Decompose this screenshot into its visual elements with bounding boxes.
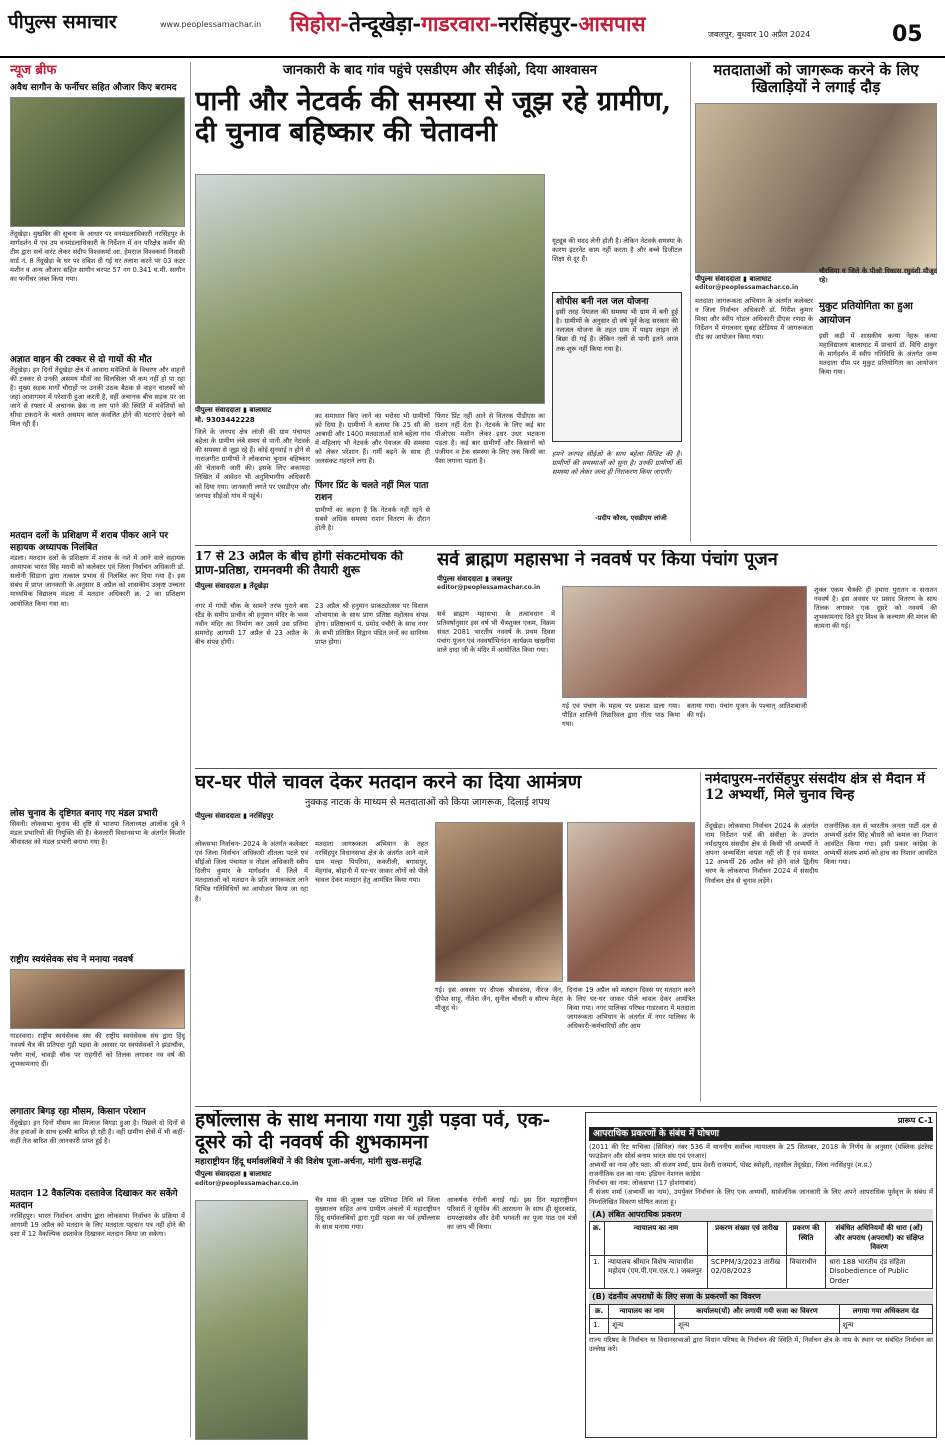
section-title: सिहोरा-तेन्दूखेड़ा-गाडरवारा-नरसिंहपुर-आसपास [290,11,646,36]
rice-byline: पीपुल्स संवाददाता ▮ नरसिंहपुर [195,811,274,820]
column-divider [690,62,691,542]
gudi-email[interactable]: editor@peoplessamachar.co.in [195,1179,299,1187]
gudi-byline: पीपुल्स संवाददाता ▮ बालाघाट [195,1170,272,1179]
criminal-record-notice [585,1112,937,1438]
brahmin-text-4: शुक्ल एकम चैत्रकी ही हमारा पुरातन व सनातन नववर्ष है। इस अवसर पर प्रसाद वितरण के साथ तिलक लगाकर एक दूसरे को नववर्ष की शुभकामनाएं दिते हुए विश्व के कल्याण की मंगल की कामना की गई। [814,586,937,631]
yellow-rice-photo [567,822,695,982]
run-text-2: इसी कड़ी में शासकीय कन्या नेहरू कन्या महाविद्यालय बालाघाट में प्राचार्य डॉ. विधि ठाकुर के मार्गदर्शन में स्वीप गतिविधि के अंतर्गत जन्म मतदाता धीम पर मुकुट प्रतियोगिता का आयोजन किया गया। [819,332,937,377]
dateline: जबलपुर, बुधवार 10 अप्रैल 2024 [708,30,811,39]
table-row: 1. न्यायालय श्रीमान विशेष न्यायाधीश महोदय (एम.पी.एम.एल.ए.) जबलपुर SCPPM/3/2023 तारीख 02/08/2023 विचाराधीन धारा 188 भारतीय दंड संहिता Disobedience of Public Order [590,1255,933,1288]
seat-text-2: राजनीतिक दल से भारतीय जनता पार्टी दल से अभ्यर्थी दर्शन सिंह चौधरी को कमल का निशान आवंटित किया गया। इसी प्रकार कांग्रेस के अभ्यर्थी संजय शर्मा को हाथ का निशान आवंटित किया गया। [824,822,937,867]
table-header: लगाया गया अधिकतम दंड [839,1304,932,1318]
confiscated-furniture-photo [10,97,185,227]
horizontal-rule [195,545,937,546]
brief-title-7[interactable]: मतदान 12 वैकल्पिक दस्तावेज दिखाकर कर सकेंगे मतदान [10,1188,178,1211]
lead-headline[interactable]: पानी और नेटवर्क की समस्या से जूझ रहे ग्रामीण, दी चुनाव बहिष्कार की चेतावनी [195,85,672,148]
news-brief-column [10,62,185,1437]
brief-title-1[interactable]: अवैध सागौन के फर्नीचर सहित औजार किए बरामद [10,82,177,93]
gudi-headline[interactable]: हर्षोल्लास के साथ मनाया गया गुड़ी पड़वा पर्व, एक-दूसरे को दी नववर्ष की शुभकामना [195,1110,551,1153]
table-header: संबंधित अधिनियमों की धारा (ओं) और अपराध (अपराधों) का संक्षिप्त विवरण [826,1222,933,1255]
notice-title: आपराधिक प्रकरणों के संबंध में घोषणा [589,1127,933,1141]
notice-intro: (2011 की रिट याचिका (सिविल) नंबर 536 में माननीय सर्वोच्च न्यायालय के 25 सितम्बर, 2018 के निर्णय के अनुसार (पब्लिक इंटरेस्ट फाउंडेशन और सोर्स बनाम भारत संघ एवं एनआर) [589,1142,933,1161]
newspaper-logo[interactable]: पीपुल्स समाचार [8,11,117,33]
column-divider [190,62,191,1437]
lead-text-4: फिंगर प्रिंट नहीं आने से वितरक पीडीएस का राशन नहीं देता है। नेटवर्क के लिए कई बार पीओएस मशीन लेकर इधर उधर भटकना पड़ता है। कई बार ग्रामीणों और किसानों को पंजीयन व टेक समस्या के लिए तक किसी का पैसा लगाना पड़ता है। [435,412,545,466]
run-subhead: मुकुट प्रतियोगिता का हुआ आयोजन [819,301,913,326]
lead-text-5: यूट्यूब की मदद लेनी होती है। लेकिन नेटवर्क समस्या के कारण इंटरनेट काम नहीं करता है और बच्चे डिजीटल शिक्षा से दूर हैं। [552,237,682,264]
sdm-quote-by: -प्रदीप कौरव, एसडीएम लांजी [595,514,667,522]
brief-text-4: सिवनी। लोकसभा चुनाव की दृष्टि से भाजपा जिलाध्यक्ष आलोक दुबे ने मंडल प्रभारियों की नियुक्ति की है। केवलारी विधानसभा के अंतर्गत किशोर श्रीवास्तव को मंडल प्रभारी बनाया गया है। [10,820,185,847]
rice-text-4: दिनांक 19 अप्रैल को मतदान दिवस पर मतदान करने के लिए घर-घर जाकर पीले चावल देकर आमंत्रित किया गया। नगर पालिका परिषद गाडरवारा में मतदाता जागरूकता अभियान के अंतर्गत में नगर पालिका के अधिकारी-कर्मचारियों और आम [567,986,695,1031]
brief-title-5[interactable]: राष्ट्रीय स्वयंसेवक संघ ने मनाया नववर्ष [10,955,134,966]
gudi-photo [195,1200,308,1440]
brief-text-2: तेंदूखेड़ा। इन दिनों तेंदूखेड़ा क्षेत्र में आवारा मवेशियों के विचरण और वाहनों की टक्कर से उनकी असमय मौतों का सिलसिला भी कम नहीं हो पा रहा है। मुख्य सड़क मार्गों चौराहों पर उनकी उठक बैठक से वाहन चालकों को जहां आवागमन में परेशानी हुआ करती है, वहीं अचानक बीच सड़क पर आ जाने से रफ्तार में अचानक ब्रेक ना लग पाने की स्थिति में मवेशियों को सीधा टकराने के चलते असमय काल कवलित होने की घटनाएं देखने को मिल रही हैं। [10,365,185,429]
hanuman-text-1: नगर में गांधी चौक के सामने तरफ पुराने बस स्टैंड के समीप प्राचीन श्री हनुमान मंदिर के भव्य नवीन मंदिर का निर्माण कर उसमें उस प्रतिमा समारोह आगामी 17 अप्रैल से 23 अप्रैल के बीच संपन्न होगी। [195,602,308,647]
seat-headline[interactable]: नर्मदापुरम-नरसिंहपुर संसदीय क्षेत्र से मैदान में 12 अभ्यर्थी, मिले चुनाव चिन्ह [705,772,925,803]
brief-text-3: मंडला। मतदान दलों के प्रशिक्षण में शराब के नशे में आने वाले सहायक अध्यापक भारत सिंह मरावी को कलेक्टर एवं जिला निर्वाचन अधिकारी डॉ. सलोनी सिडाना द्वारा तत्काल प्रभाव से निलंबित कर दिया गया है। इस संबंध में प्राप्त जानकारी के अनुसार 8 अप्रैल को शासकीय उत्कृष्ट उच्चतर माध्यमिक विद्यालय मंडला में मतदान अधिकारी क्र. 2 का प्रशिक्षण आयोजित किया गया था। [10,554,185,608]
run-caption: चौरसिया व जिले के पीओ विकास रघुवंशी मौजूद रहे। [819,267,937,285]
villagers-photo [195,174,545,404]
brief-text-1: तेंदूखेड़ा। मुखबिर की सूचना के आधार पर वनमंडलाधिकारी नरसिंहपुर के मार्गदर्शन में एवं उप वनमंडलाधिकारी के निर्देशन में वन परिक्षेत्र कर्मन की टीम द्वारा सर्च वारंट लेकर संदीप विश्वकर्मा आ. हेमराज विश्वकर्मा निवासी वार्ड नं. 8 तेंदूखेड़ा के घर पर दबिश दी गई घर तलाश करने पर 03 कटर मशीन व अन्य औजार सहित सागौन चरपट 57 नग 0.341 घ.मी. सागौन का फर्नीचर जब्त किया गया। [10,229,185,284]
hanuman-headline[interactable]: 17 से 23 अप्रैल के बीच होगी संकटमोचक की प्राण-प्रतिष्ठा, रामनवमी की तैयारी शुरू [195,550,404,577]
lead-kicker: जानकारी के बाद गांव पहुंचे एसडीएम और सीईओ, दिया आश्वासन [283,63,597,78]
notice-declaration: मैं संजय शर्मा (अभ्यर्थी का नाम), उपर्युक्त निर्वाचन के लिए एक अभ्यर्थी, सार्वजनिक जानकारी के लिए अपने आपराधिक पूर्ववृत्त के संबंध में निम्नलिखित विवरण घोषित करता हूं। [589,1188,933,1206]
brief-text-5: गाडरवारा। राष्ट्रीय स्वयंसेवक संघ की राष्ट्रीय स्वयंसेवक संघ द्वारा हिंदू नववर्ष चैत्र की प्रतिपदा गुड़ी पड़वा के अवसर पर स्वयंसेवकों ने झंडाचौक, फ्लैग मार्च, चावड़ी चौक पर राहगीरों को तिलक लगाकर नव वर्ष की शुभकामनाएं दीं। [10,1032,185,1068]
rice-story [195,772,695,1102]
run-text: मतदाता जागरूकता अभियान के अंतर्गत कलेक्टर व जिला निर्वाचन अधिकारी डॉ. गिरीश कुमार मिश्रा और स्वीप नोडल अधिकारी डीएस रणदा के निर्देशन में मंगलवार सुबह स्टेडियम में जागरूकता दौड़ का आयोजन किया गया। [695,297,813,342]
run-photo [695,103,937,273]
hanuman-story [195,550,430,765]
notice-line-2: राजनीतिक दल का नाम: इंडियन नेशनल कांग्रेस [589,1170,701,1179]
notice-line-1: अभ्यर्थी का नाम और पता: श्री संजय शर्मा, ग्राम देवरी राजमार्ग, पोस्ट स्वोहरी, तहसील तेंदूखेड़ा, जिला नरसिंहपुर (म.प्र.) [589,1161,873,1170]
rice-text-1: लोकसभा निर्वाचन- 2024 के अंतर्गत कलेक्टर एवं जिला निर्वाचन अधिकारी शीतला पटले एवं सीईओ जिला पंचायत व नोडल अधिकारी स्वीप दिलीप कुमार के मार्गदर्शन में जिले में मतदाताओं को मतदान के प्रति जागरूकता लाने विभिन्न गतिविधियों का आयोजन किया जा रहा है। [195,840,308,903]
notice-line-3: निर्वाचन का नाम: लोकसभा (17 होशंगाबाद) [589,1179,697,1188]
seat-text-1: तेंदूखेड़ा। लोकसभा निर्वाचन 2024 के अंतर्गत नाम निर्देशन पत्रों की संवीक्षा के उपरांत नर्मदापुरम संसदीय क्षेत्र से किसी भी अभ्यर्थी ने अपना अभ्यर्थिता वापस नहीं ली है एवं समस्त 12 अभ्यर्थी 26 अप्रैल को होने वाले द्वितीय चरण के लोकसभा निर्वाचन 2024 में संसदीय निर्वाचन क्षेत्र से चुनाव लड़ेंगे। [705,822,818,885]
notice-section-a: (A) लंबित आपराधिक प्रकरण [589,1209,933,1222]
lead-story [195,62,685,542]
run-story [695,62,937,542]
convictions-table [589,1304,933,1334]
brief-title-3[interactable]: मतदान दलों के प्रशिक्षण में शराब पीकर आने पर सहायक अध्यापक निलंबित [10,530,169,553]
rss-tilak-photo [10,969,185,1029]
table-header: प्रकरण संख्या एवं तारीख [707,1222,786,1255]
table-header: प्रकरण की स्थिति [786,1222,826,1255]
table-row: 1. शून्य शून्य शून्य [590,1319,933,1333]
lead-subhead: फिंगर प्रिंट के चलते नहीं मिल पाता राशन [315,481,429,504]
horizontal-rule [195,768,937,769]
lead-text-1: जिले के जनपद क्षेत्र लांजी की ग्राम पंचायत बहेला के ग्रामीण लंबे समय से पानी और नेटवर्क की समस्या से जूझ रहे हैं। कोई सुनवाई न होने से नाराजगीत ग्रामीणों ने लोकसभा चुनाव बहिष्कार की चेतावनी जारी की। इसके लिए बकायदा लिखित में आवेदन भी अनुविभागीय अधिकारी को दिया गया। जानकारी लगते पर एसडीएम और जनपद सीईओ गांव में पहुंचे। [195,428,310,500]
brief-title-4[interactable]: लोस चुनाव के दृष्टिगत बनाए गए मंडल प्रभारी [10,809,158,820]
rice-text-3: गई। इस अवसर पर दीपक श्रीवास्तव, नीरज जैन, दीपेश साहू, नीतेश जैन, सुनील चौधरी व सौरभ मेहरा मौजूद थे। [435,986,563,1013]
seat-story [705,772,937,1102]
notice-footer: राज्य परिषद के निर्वाचन या विधानसभाओं द्वारा विधान परिषद के निर्वाचन की स्थिति में, निर्वाचन क्षेत्र के नाम के स्थान पर संबंधित निर्वाचन का उल्लेख करें। [589,1335,933,1353]
pending-cases-table [589,1221,933,1289]
table-header: न्यायालय का नाम [605,1222,708,1255]
lead-text-2: का समाधान किए जाने का भरोसा भी ग्रामीणों को दिया है। ग्रामीणों ने बताया कि 25 सौ की आबादी और 1400 मतदाताओं वाले बहेला गांव में महिलाएं भी नेटवर्क और पेयजल की समस्या को लेकर परेशान हैं। गर्मी बढ़ने के साथ ही जलसंकट गहराने लगा है। [315,412,430,466]
notice-form: प्रारूप C-1 [897,1116,933,1125]
lead-byline: पीपुल्स संवाददाता ▮ बालाघाट [195,406,272,414]
table-header: कार्यालय(यों) और लगायी गयी सजा का विवरण [675,1304,839,1318]
brahmin-byline: पीपुल्स संवाददाता ▮ जबलपुर [437,574,513,583]
brahmin-email[interactable]: editor@peoplessamachar.co.in [437,584,541,592]
run-byline: पीपुल्स संवाददाता ▮ बालाघाट [695,274,772,283]
water-box-title: शोपीस बनी नल जल योजना [556,297,649,307]
table-header: न्यायालय का नाम [609,1304,675,1318]
gudi-text-1: चैत्र मास की शुक्ल पक्ष प्रतिपदा तिथि को जिला मुख्यालय सहित अन्य ग्रामीण अंचलों में महाराष्ट्रीयन हिंदू धर्मावलंबियों द्वारा गुड़ी पड़वा का पर्व हर्षोल्लास के साथ मनाया गया। [315,1196,440,1232]
notice-section-b: (B) दंडनीय अपराधों के लिए सजा के प्रकरणों का विवरण [589,1291,933,1304]
news-brief-label: न्यूज ब्रीफ [10,63,57,78]
horizontal-rule [195,1106,937,1107]
nukkad-natak-photo [435,822,563,982]
brahmin-story [437,550,937,765]
masthead [0,0,945,58]
table-header: क्र. [590,1222,605,1255]
lead-phone: मो. 9303442228 [195,416,255,424]
gudi-text-2: आकर्षक रंगोली बनाई गई। इस दिन महाराष्ट्रीयन परिवारों ने सूर्यदेव की आराधना के साथ ही सुंदरकांड, रामरक्षास्तोत्र और देवी भगवती का पूजा पाठ एवं मंत्रों का जाप भी किया। [447,1196,577,1232]
website-link[interactable]: www.peoplessamachar.in [160,20,262,29]
rice-headline[interactable]: घर-घर पीले चावल देकर मतदान करने का दिया आमंत्रण [195,772,582,793]
hanuman-text-2: 23 अप्रैल श्री हनुमान प्राकट्योत्सव पर विशाल शोभायात्रा के साथ प्राण प्रतिष्ठा महोत्सव संपन्न होगा। प्रतिष्ठाचार्य पं. प्रमोद पचौरी के साथ नगर के सभी प्रतिष्ठित विद्वान पंडित जनों का सानिध्य प्राप्त होगा। [315,602,428,647]
column-divider [700,772,701,1102]
water-box-text: इसी तरह पेयजल की समस्या भी ग्राम में बनी हुई है। ग्रामीणों के अनुसार दो वर्ष पूर्व केन्द्र सरकार की नलजल योजना के तहत ग्राम में पाइप लाइन तो बिछा दी गई है। लेकिन नलों से पानी इतने आज तक शुरू नहीं किया गया है। [556,308,678,353]
water-scheme-box [552,292,682,442]
gudi-padwa-story [195,1110,580,1440]
hanuman-byline: पीपुल्स संवाददाता ▮ तेंदूखेड़ा [195,581,269,590]
gudi-subhead: महाराष्ट्रीयन हिंदू धर्मावलंबियों ने की विशेष पूजा-अर्चना, मांगी सुख-समृद्धि [195,1156,422,1167]
brief-title-6[interactable]: लगातार बिगड़ रहा मौसम, किसान परेशान [10,1107,146,1118]
lead-text-3: ग्रामीणों का कहना है कि नेटवर्क नहीं रहने से सबसे अधिक समस्या राशन वितरण के दौरान होती है। [315,506,430,533]
page-number: 05 [892,22,923,47]
rice-subhead: नुक्कड़ नाटक के माध्यम से मतदाताओं को किया जागरूक, दिलाई शपथ [305,796,550,808]
run-headline[interactable]: मतदाताओं को जागरूक करने के लिए खिलाड़ियों ने लगाई दौड़ [713,62,919,97]
brahmin-text-1: सर्व ब्राह्मण महासभा के तत्वावधान में प्रतिवर्षानुसार इस वर्ष भी चैत्रशुक्ल एकम, विक्रम संवत 2081 भारतीय नववर्ष के प्रथम दिवस पंचांग पूजन एवं नववर्षाभिनंदन कार्यक्रम खखरीया वाले दादा जी के मंदिर में आयोजित किया गया। [437,610,555,655]
brahmin-text-3: बताया गया। पंचांग पूजन के पश्चात् आतिशबाजी की गई। [687,702,807,720]
brahmin-headline[interactable]: सर्व ब्राह्मण महासभा ने नववर्ष पर किया पंचांग पूजन [437,550,778,570]
table-header: क्र. [590,1304,609,1318]
brief-text-6: तेंदूखेड़ा। इन दिनों मौसम का मिजाज बिगड़ा हुआ है। पिछले दो दिनों से तेज हवाओं के साथ हल्की बारिश हो रही है। वहीं ग्रामीण क्षेत्रों में भी कहीं-कहीं तेज बारिश की जानकारी प्राप्त हुई है। [10,1118,185,1145]
brief-text-7: नरसिंहपुर। भारत निर्वाचन आयोग द्वारा लोकसभा निर्वाचन के प्रक्रिया में आगामी 19 अप्रैल को मतदान के लिए मतदाता पहचान पत्र नहीं होने की दशा में 12 वैकल्पिक दस्तावेज दिखाकर मतदान किया जा सकेगा। [10,1211,185,1238]
brahmin-text-2: गई एवं पंचांग के महत्व पर प्रकाश डाला गया। पौड़ित शालिनी तिन्नारिवल द्वारा गीता पाठ किया गया। [562,702,680,729]
rice-text-2: मतदाता जागरूकता अभियान के तहत नरसिंहपुर विधानसभा क्षेत्र के अंतर्गत आने वाले ग्राम मल्हा पिपरिया, ककरीली, बगासपुर, मेहगांव, बोहानी में घर-घर जाकर लोगों को पीले चावल देकर मतदान हेतु आमंत्रित किया गया। [315,840,428,885]
brief-title-2[interactable]: अज्ञात वाहन की टक्कर से दो गायों की मौत [10,354,152,365]
run-email[interactable]: editor@peoplessamachar.co.in [695,283,799,291]
sdm-quote: हमने जनपद सीईओ के साथ बहेला विजिट की है। ग्रामीणों की समस्याओं को सुना है। उनकी ग्रामीणों की समस्या को लेकर जल्द ही निराकरण किया जाएगी। [552,450,682,477]
panchang-puja-photo [562,586,807,698]
